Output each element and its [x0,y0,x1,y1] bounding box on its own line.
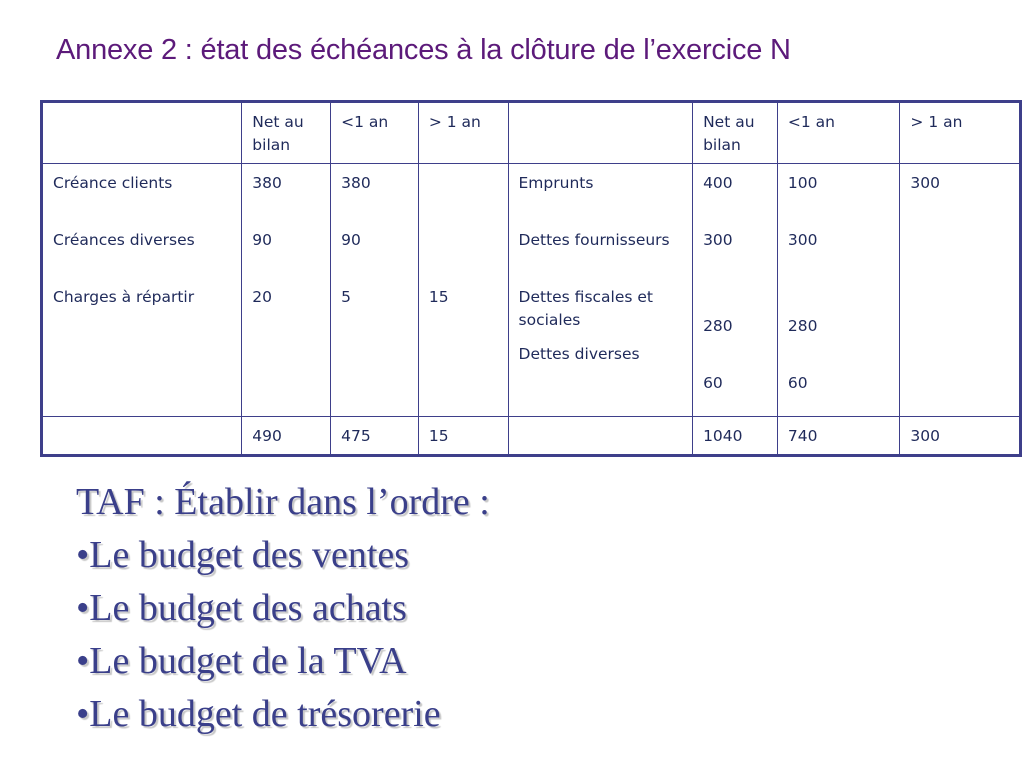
liability-lt1-value: 100 [787,174,818,192]
task-item: •Le budget de la TVA [76,640,407,682]
header-right-lt1: <1 an [777,102,900,164]
page-title: Annexe 2 : état des échéances à la clôture de l’exercice N [56,34,791,66]
liability-label: Emprunts [518,174,594,192]
asset-net-value: 380 [252,174,282,192]
liability-lt1-value: 300 [787,231,818,249]
maturity-table [40,100,1022,457]
liability-label: Dettes fiscales et sociales [518,288,653,329]
table-total-row [42,417,1021,456]
liability-net-cell [693,164,778,417]
header-right-label [508,102,693,164]
liability-gt1-value: 300 [910,174,940,192]
asset-label: Créances diverses [53,231,195,249]
liability-lt1-value: 280 [787,317,818,335]
liability-net-value: 60 [703,374,723,392]
table-body-row [42,164,1021,417]
asset-net-value: 90 [252,231,273,249]
task-item: •Le budget des ventes [76,534,410,576]
asset-label: Charges à répartir [53,288,195,306]
total-right-net: 1040 [693,417,778,456]
asset-label: Créance clients [53,174,173,192]
asset-net-value: 20 [252,288,273,306]
asset-lt1-value: 5 [341,288,351,306]
asset-lt1-value: 380 [341,174,371,192]
total-left-label [42,417,242,456]
header-left-lt1: <1 an [331,102,419,164]
liability-net-value: 300 [703,231,733,249]
liability-labels-cell [508,164,693,417]
total-right-lt1: 740 [777,417,900,456]
table-header-row [42,102,1021,164]
asset-lt1-value: 90 [341,231,361,249]
liability-lt1-cell [777,164,900,417]
header-left-net: Net au bilan [242,102,331,164]
task-list [76,476,490,741]
total-left-gt1: 15 [418,417,508,456]
header-left-gt1: > 1 an [418,102,508,164]
liability-net-value: 400 [703,174,733,192]
total-right-label [508,417,693,456]
header-right-gt1: > 1 an [900,102,1021,164]
total-right-gt1: 300 [900,417,1021,456]
liability-gt1-cell [900,164,1021,417]
asset-lt1-cell [331,164,419,417]
liability-label: Dettes fournisseurs [518,231,670,249]
task-item: •Le budget des achats [76,587,407,629]
asset-labels-cell [42,164,242,417]
task-item: •Le budget de trésorerie [76,693,441,735]
total-left-lt1: 475 [331,417,419,456]
header-left-label [42,102,242,164]
total-left-net: 490 [242,417,331,456]
liability-lt1-value: 60 [787,374,808,392]
task-heading: TAF : Établir dans l’ordre : [76,481,490,523]
asset-gt1-value: 15 [428,288,449,306]
asset-gt1-cell [418,164,508,417]
liability-net-value: 280 [703,317,733,335]
header-right-net: Net au bilan [693,102,778,164]
liability-label: Dettes diverses [518,345,640,363]
asset-net-cell [242,164,331,417]
